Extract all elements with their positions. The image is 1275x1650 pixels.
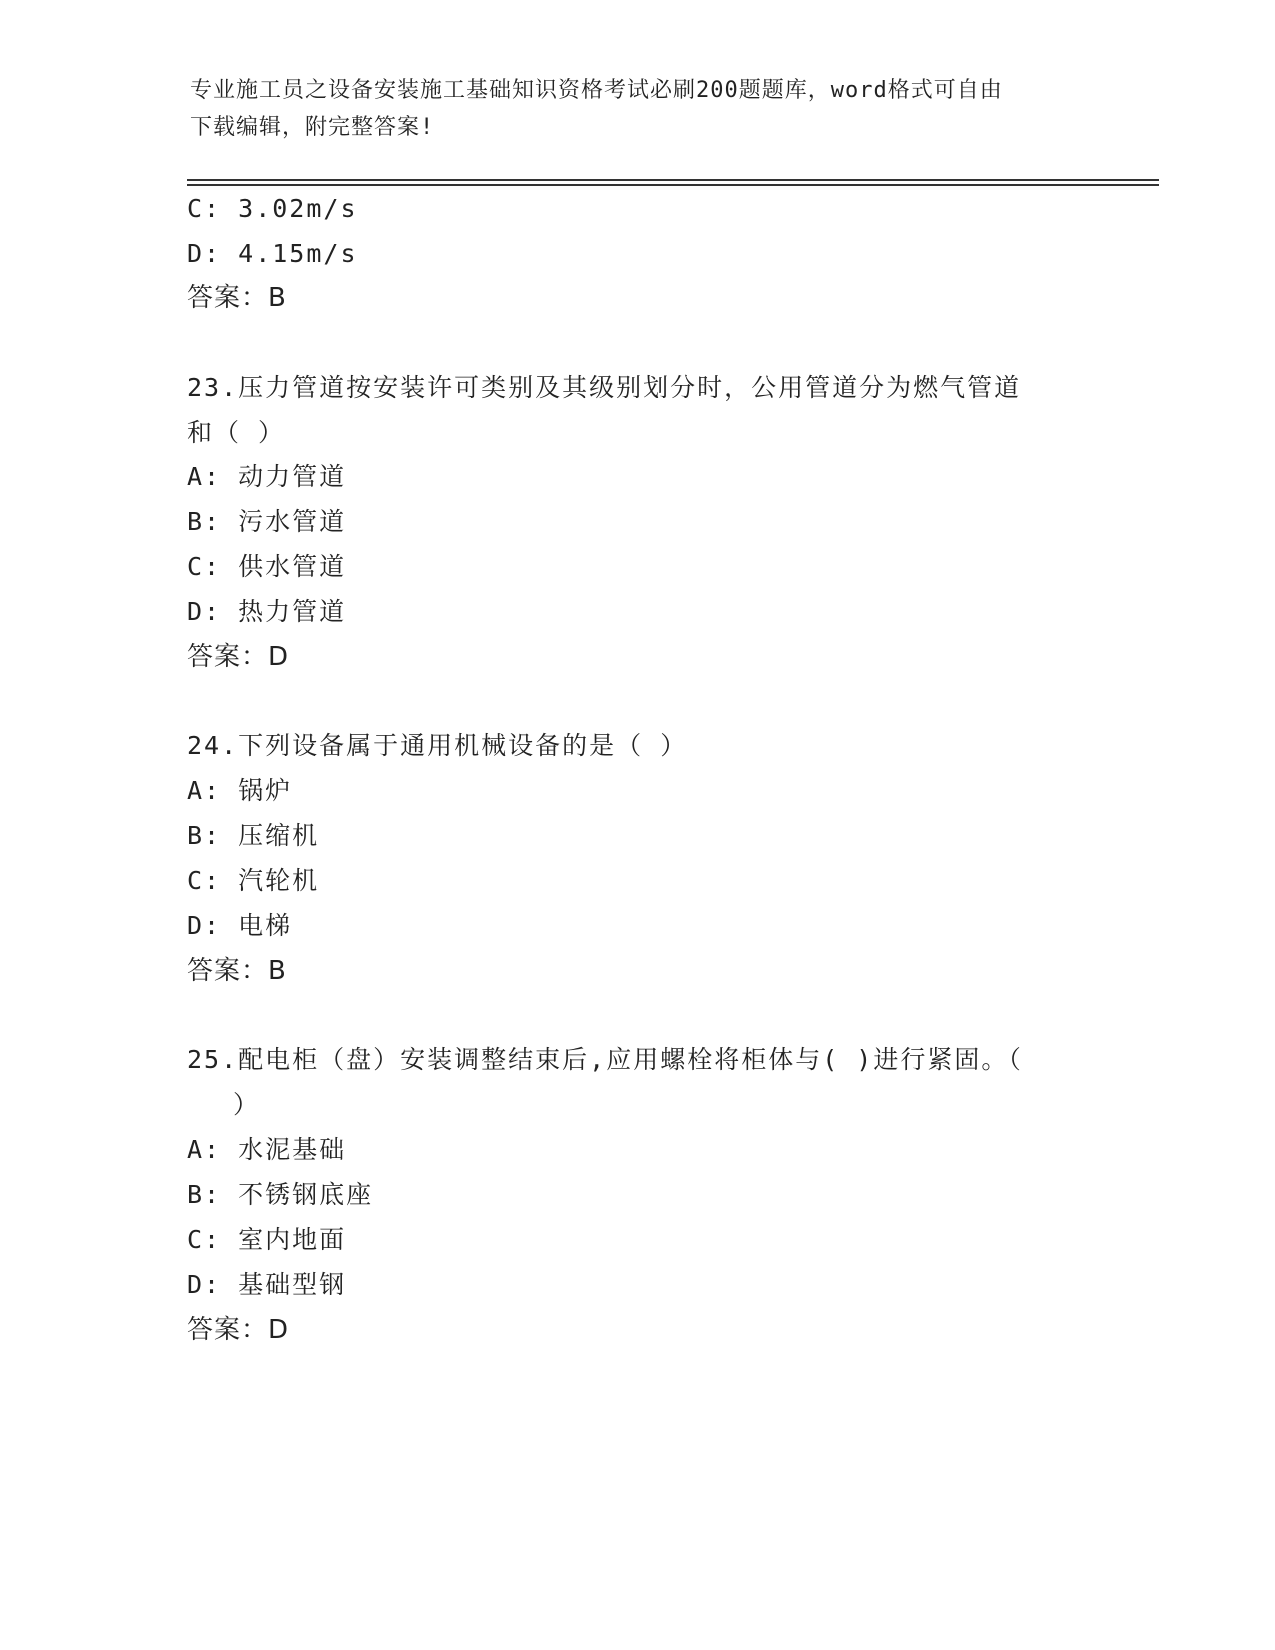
q24-answer: 答案：B <box>187 956 287 986</box>
q24-stem-line-1: 24.下列设备属于通用机械设备的是（ ） <box>187 731 688 760</box>
q23-stem-line-1: 23.压力管道按安装许可类别及其级别划分时，公用管道分为燃气管道 <box>187 373 1022 402</box>
q24-option-d: D: 电梯 <box>187 911 293 940</box>
q25-stem-line-1: 25.配电柜（盘）安装调整结束后,应用螺栓将柜体与( )进行紧固。（ <box>187 1045 1023 1074</box>
q23-stem-line-2: 和（ ） <box>187 418 286 447</box>
q25-option-a: A: 水泥基础 <box>187 1135 347 1164</box>
q23-option-a: A: 动力管道 <box>187 462 347 491</box>
q24-option-b: B: 压缩机 <box>187 821 320 850</box>
header-line-1: 专业施工员之设备安装施工基础知识资格考试必刷200题题库，word格式可自由 <box>190 78 1003 103</box>
header-line-2: 下载编辑，附完整答案! <box>190 115 435 140</box>
q22-option-c: C: 3.02m/s <box>187 194 358 223</box>
q23-option-d: D: 热力管道 <box>187 597 347 626</box>
document-header <box>190 72 1090 146</box>
q25-answer: 答案：D <box>187 1315 290 1345</box>
q25-option-b: B: 不锈钢底座 <box>187 1180 374 1209</box>
q24-option-c: C: 汽轮机 <box>187 866 320 895</box>
q25-option-c: C: 室内地面 <box>187 1225 347 1254</box>
header-divider-bottom <box>187 184 1159 186</box>
q24-option-a: A: 锅炉 <box>187 776 293 805</box>
q22-option-d: D: 4.15m/s <box>187 239 358 268</box>
q23-answer: 答案：D <box>187 642 290 672</box>
q22-answer: 答案：B <box>187 283 287 313</box>
header-divider-top <box>187 179 1159 181</box>
q23-option-b: B: 污水管道 <box>187 507 347 536</box>
q25-option-d: D: 基础型钢 <box>187 1270 347 1299</box>
q23-option-c: C: 供水管道 <box>187 552 347 581</box>
q25-stem-line-2: ） <box>233 1090 261 1119</box>
